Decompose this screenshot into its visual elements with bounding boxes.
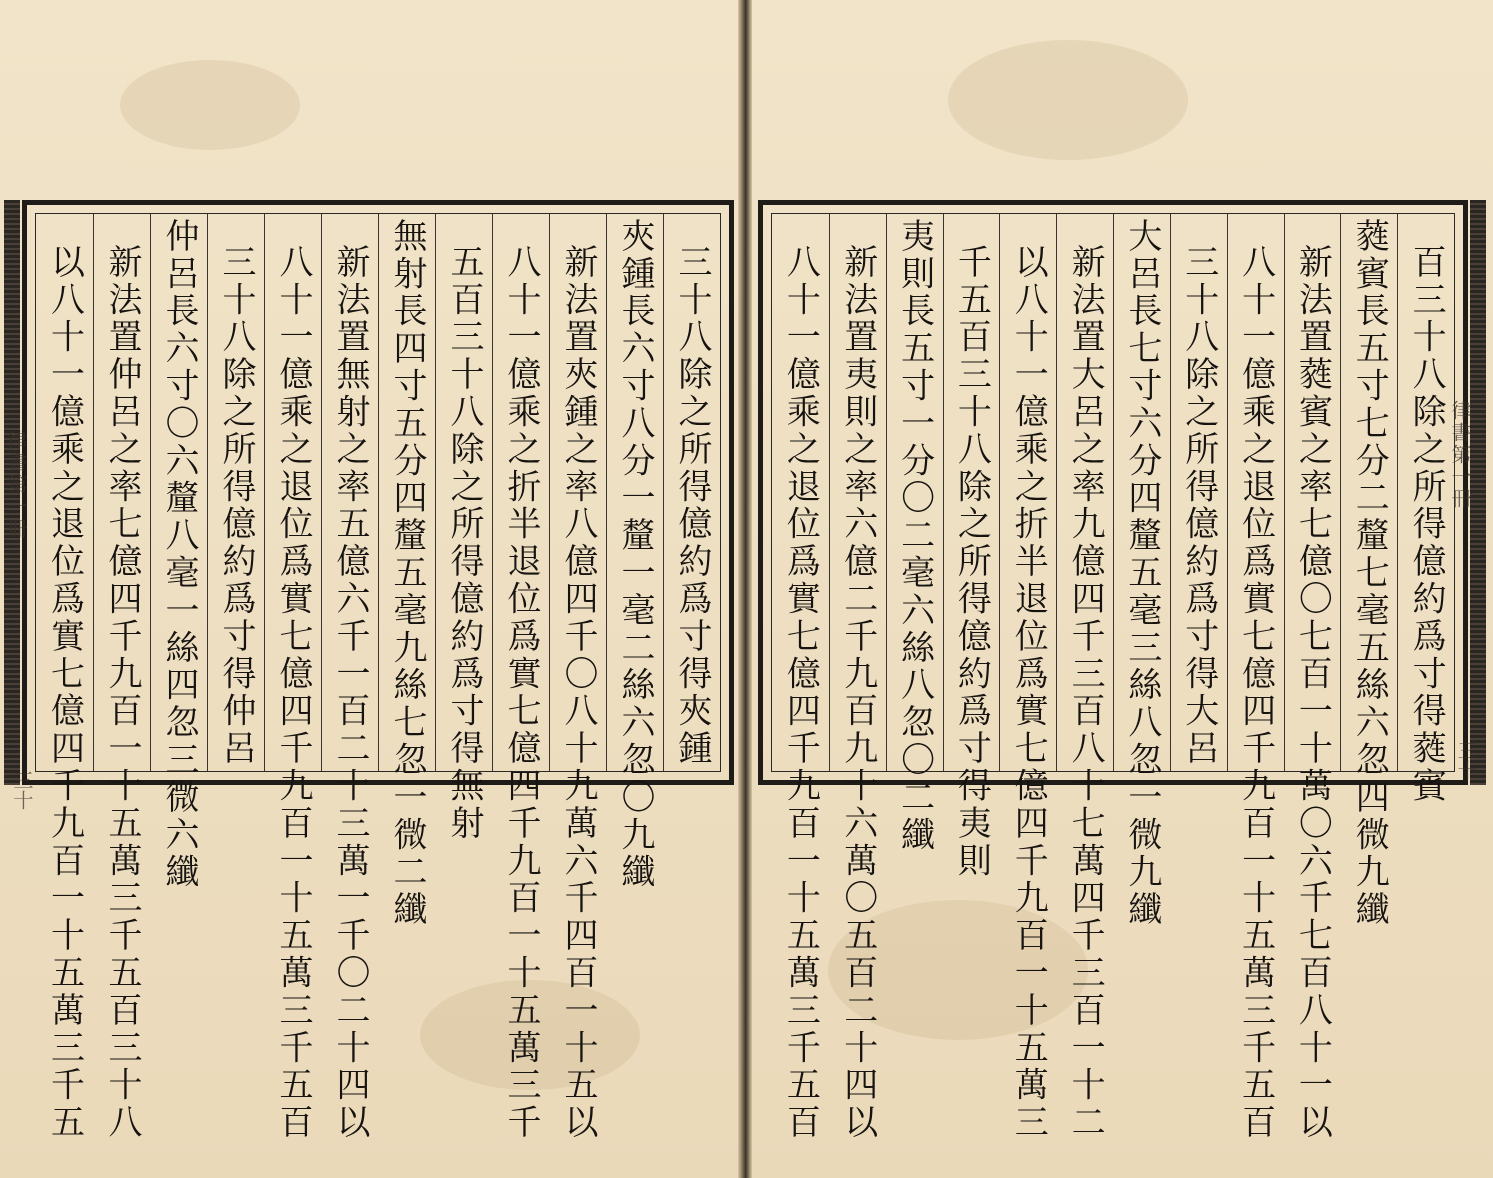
text-column xyxy=(492,214,549,1142)
column-text: 八十一億乘之退位爲實七億四千九百一十五萬三千五百 xyxy=(273,244,313,1142)
column-text: 新法置蕤賓之率七億〇七百一十萬〇六千七百八十一以 xyxy=(1292,244,1333,1142)
text-column xyxy=(772,214,829,1142)
left-page-number: 三十 xyxy=(10,770,34,810)
binding-gutter xyxy=(738,0,752,1178)
column-text: 無射長四寸五分四釐五毫九絲七忽一微二纖 xyxy=(387,218,427,929)
left-text-block xyxy=(35,213,721,1142)
text-column xyxy=(999,214,1056,1142)
text-column xyxy=(378,214,435,929)
right-fold-title: 律書第一冊 xyxy=(1448,400,1472,510)
column-text: 以八十一億乘之折半退位爲實七億四千九百一十五萬三 xyxy=(1008,244,1049,1142)
text-column xyxy=(606,214,663,892)
column-text: 大呂長七寸六分四釐五毫三絲八忽一微九纖 xyxy=(1121,218,1162,929)
text-column xyxy=(36,214,93,1142)
right-page-number: 三十 xyxy=(1454,740,1478,780)
text-column xyxy=(1113,214,1170,929)
text-column xyxy=(549,214,606,1142)
column-text: 八十一億乘之退位爲實七億四千九百一十五萬三千五百 xyxy=(780,244,821,1142)
text-column xyxy=(264,214,321,1142)
column-text: 千五百三十八除之所得億約爲寸得夷則 xyxy=(951,244,992,880)
text-column xyxy=(1170,214,1227,771)
column-text: 夷則長五寸一分〇二毫六絲八忽〇二纖 xyxy=(894,218,935,854)
text-column xyxy=(886,214,943,854)
column-text: 五百三十八除之所得億約爲寸得無射 xyxy=(444,244,484,843)
column-text: 以八十一億乘之退位爲實七億四千九百一十五萬三千五 xyxy=(44,244,85,1142)
column-text: 新法置仲呂之率七億四千九百一十五萬三千五百三十八 xyxy=(102,244,142,1142)
column-text: 新法置無射之率五億六千一百二十三萬一千〇二十四以 xyxy=(330,244,370,1142)
text-column xyxy=(93,214,150,1142)
text-column xyxy=(207,214,264,771)
text-column xyxy=(663,214,720,771)
text-column xyxy=(1056,214,1113,1142)
column-text: 八十一億乘之退位爲實七億四千九百一十五萬三千五百 xyxy=(1235,244,1276,1142)
column-text: 三十八除之所得億約爲寸得仲呂 xyxy=(216,244,256,768)
text-column xyxy=(829,214,886,1142)
column-text: 新法置大呂之率九億四千三百八十七萬四千三百一十二 xyxy=(1065,244,1106,1142)
text-column xyxy=(435,214,492,843)
text-column xyxy=(1340,214,1397,929)
column-text: 新法置夷則之率六億二千九百九十六萬〇五百二十四以 xyxy=(837,244,878,1142)
text-column xyxy=(321,214,378,1142)
column-text: 夾鍾長六寸八分一釐一毫二絲六忽〇九纖 xyxy=(615,218,655,892)
column-text: 三十八除之所得億約爲寸得夾鍾 xyxy=(672,244,712,768)
text-column xyxy=(1284,214,1341,1142)
column-text: 仲呂長六寸〇六釐八毫一絲四忽三微六纖 xyxy=(159,218,199,892)
right-text-block xyxy=(771,213,1455,1142)
column-text: 百三十八除之所得億約爲寸得蕤賓 xyxy=(1406,244,1447,805)
left-fold-title: 律書第一冊 xyxy=(4,430,28,540)
column-text: 三十八除之所得億約爲寸得大呂 xyxy=(1178,244,1219,768)
left-page-frame xyxy=(22,200,734,1142)
text-column xyxy=(943,214,1000,880)
text-column xyxy=(150,214,207,892)
right-page-frame xyxy=(758,200,1468,1142)
column-text: 新法置夾鍾之率八億四千〇八十九萬六千四百一十五以 xyxy=(558,244,598,1142)
text-column xyxy=(1227,214,1284,1142)
column-text: 蕤賓長五寸七分二釐七毫五絲六忽四微九纖 xyxy=(1349,218,1390,929)
column-text: 八十一億乘之折半退位爲實七億四千九百一十五萬三千 xyxy=(501,244,541,1142)
